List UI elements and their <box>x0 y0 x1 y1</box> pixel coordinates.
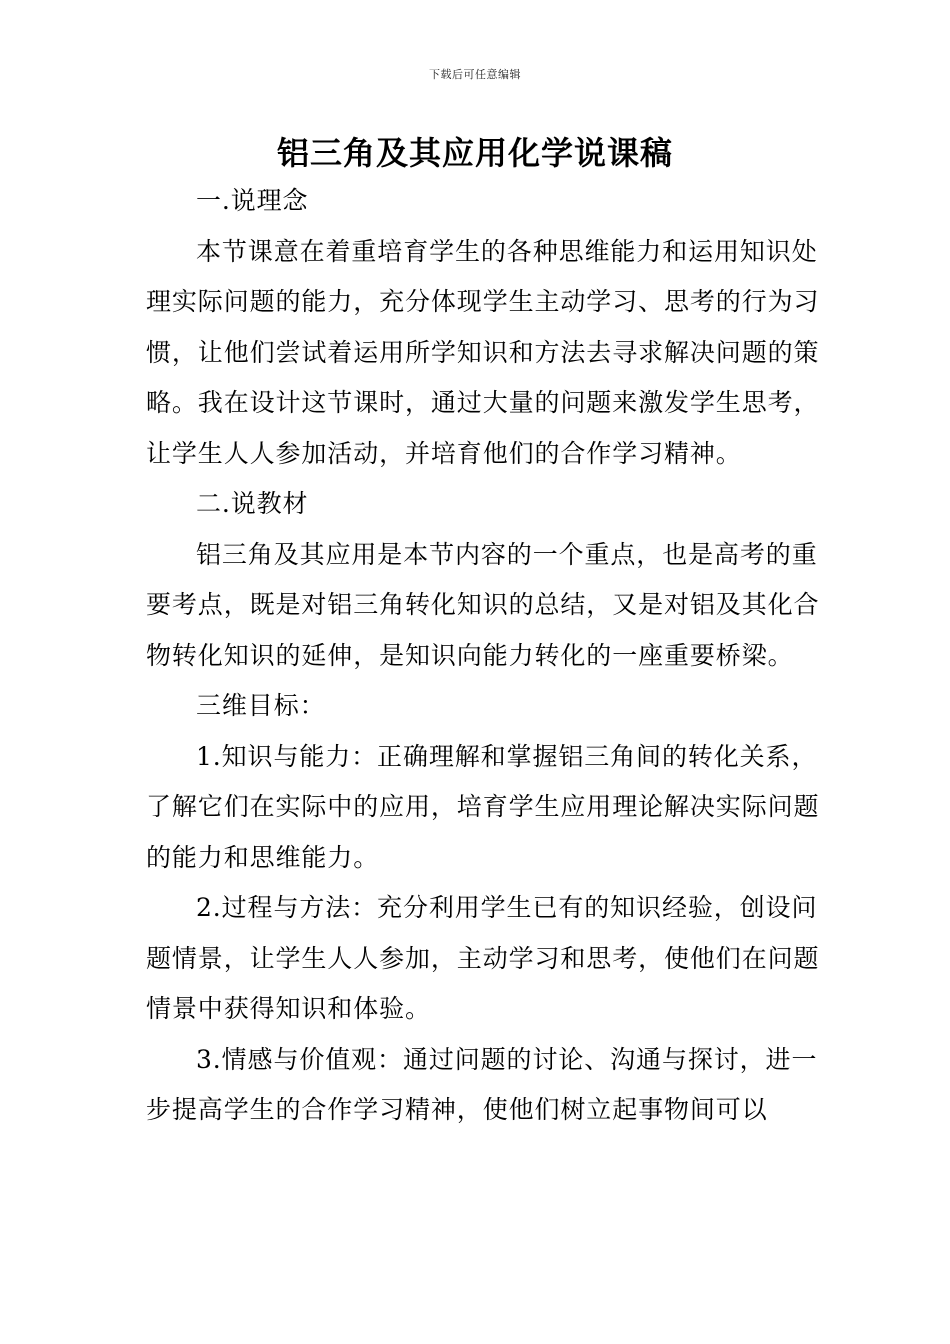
document-body <box>146 176 822 1136</box>
document-title: 铝三角及其应用化学说课稿 <box>276 134 673 172</box>
objectives-heading: 三维目标： <box>196 691 326 720</box>
section-heading-philosophy: 一.说理念 <box>196 186 309 215</box>
header-note: 下载后可任意编辑 <box>429 68 521 81</box>
objective-process: 2.过程与方法：充分利用学生已有的知识经验，创设问题情景，让学生人人参加，主动学习和思考，使他们在问题情景中获得知识和体验。 <box>146 893 820 1023</box>
section-heading-textbook: 二.说教材 <box>196 489 309 518</box>
paragraph-textbook: 铝三角及其应用是本节内容的一个重点，也是高考的重要考点，既是对铝三角转化知识的总结，又是对铝及其化合物转化知识的延伸，是知识向能力转化的一座重要桥梁。 <box>146 539 820 670</box>
objective-knowledge: 1.知识与能力：正确理解和掌握铝三角间的转化关系，了解它们在实际中的应用，培育学生应用理论解决实际问题的能力和思维能力。 <box>146 741 820 872</box>
objective-values: 3.情感与价值观：通过问题的讨论、沟通与探讨，进一步提高学生的合作学习精神，使他们树立起事物间可以 <box>146 1044 818 1124</box>
paragraph-philosophy: 本节课意在着重培育学生的各种思维能力和运用知识处理实际问题的能力，充分体现学生主动学习、思考的行为习惯，让他们尝试着运用所学知识和方法去寻求解决问题的策略。我在设计这节课时，通过大量的问题来激发学生思考，让学生人人参加活动，并培育他们的合作学习精神。 <box>146 236 820 468</box>
